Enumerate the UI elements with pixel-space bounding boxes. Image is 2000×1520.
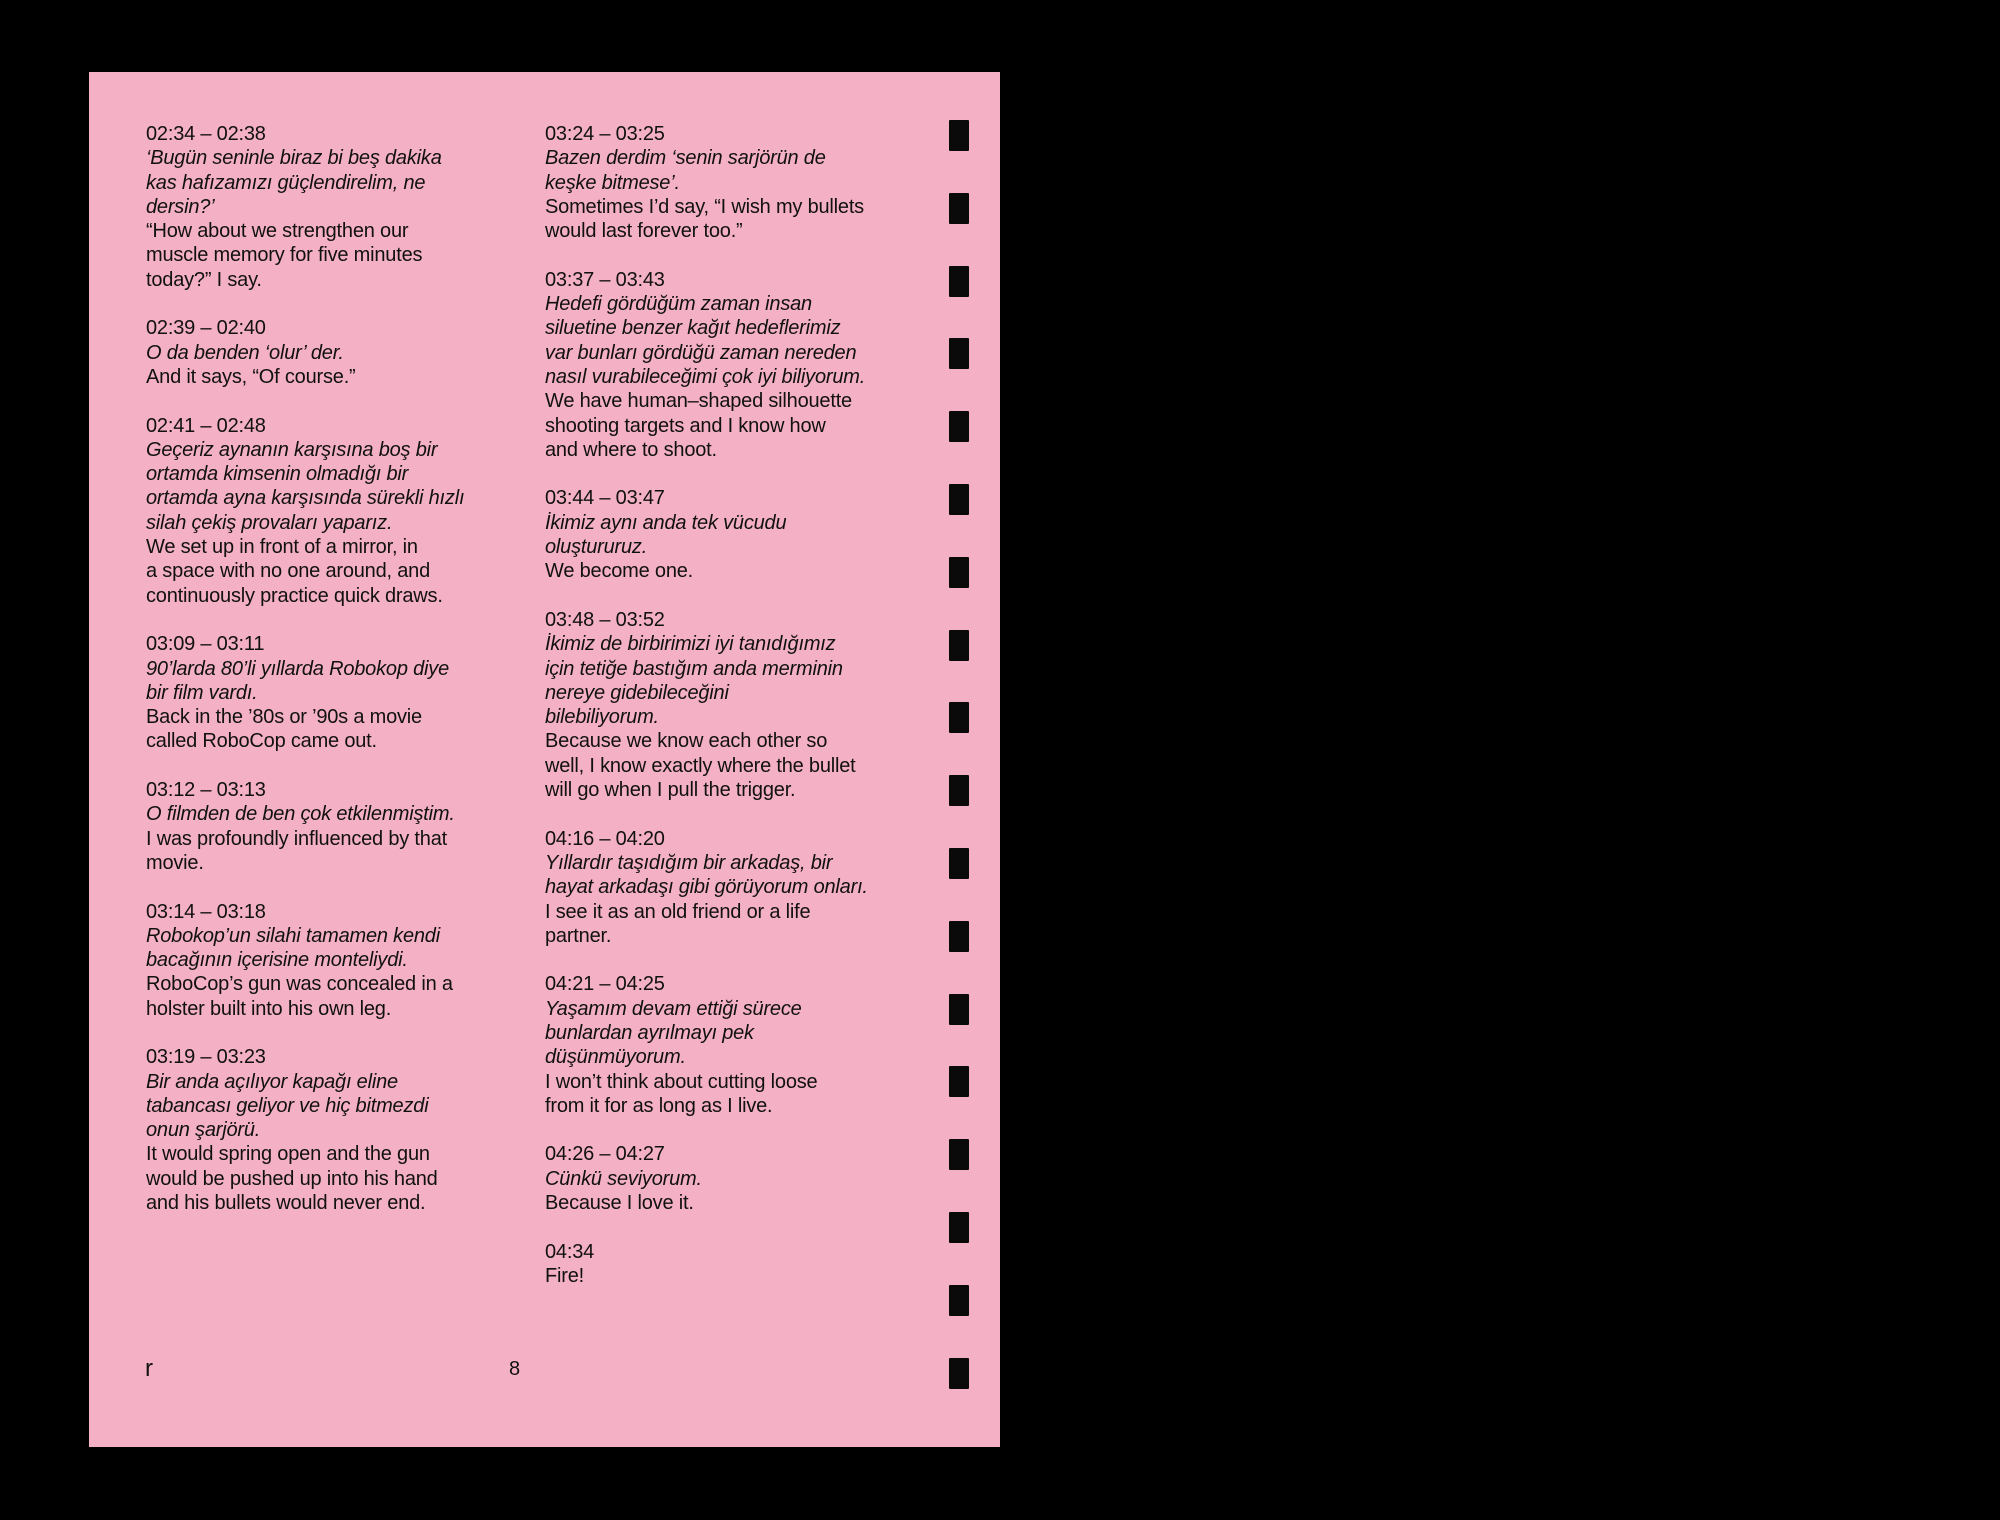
english-line: Sometimes I’d say, “I wish my bullets [545,195,864,218]
turkish-line: onun şarjörü. [146,1119,261,1142]
timecode: 03:12 – 03:13 [146,779,266,802]
timecode: 04:16 – 04:20 [545,827,665,850]
corner-mark: r [145,1355,153,1382]
english-line: RoboCop’s gun was concealed in a [146,973,453,996]
turkish-line: nereye gidebileceğini [545,681,729,704]
subtitle-entry [545,972,925,1118]
timecode: 02:41 – 02:48 [146,414,266,437]
english-line: and his bullets would never end. [146,1192,426,1215]
english-line: will go when I pull the trigger. [545,779,796,802]
subtitle-entry [545,122,925,243]
english-line: well, I know exactly where the bullet [545,754,856,777]
page-number: 8 [509,1358,521,1380]
timecode: 03:37 – 03:43 [545,268,665,291]
timecode: 03:09 – 03:11 [146,633,265,656]
timecode: 03:14 – 03:18 [146,900,266,923]
turkish-line: Hedefi gördüğüm zaman insan [545,293,812,316]
timecode: 03:44 – 03:47 [545,487,665,510]
turkish-line: Bazen derdim ‘senin sarjörün de [545,147,826,170]
perforation-hole [949,848,969,879]
turkish-line: Yaşamım devam ettiği sürece [545,997,802,1020]
english-line: muscle memory for five minutes [146,244,423,267]
timecode: 04:34 [545,1240,595,1263]
perforation-hole [949,411,969,442]
turkish-line: hayat arkadaşı gibi görüyorum onları. [545,876,868,899]
english-line: I won’t think about cutting loose [545,1070,818,1093]
turkish-line: kas hafızamızı güçlendirelim, ne [146,171,426,194]
perforation-hole [949,1139,969,1170]
subtitle-entry [146,900,526,1021]
left-subtitle-column [146,122,526,1240]
english-line: And it says, “Of course.” [146,365,356,388]
perforation-hole [949,630,969,661]
english-line: We become one. [545,560,694,583]
turkish-line: için tetiğe bastığım anda merminin [545,657,843,680]
turkish-line: silah çekiş provaları yaparız. [146,511,393,534]
turkish-line: Cünkü seviyorum. [545,1167,702,1190]
timecode: 03:19 – 03:23 [146,1046,266,1069]
film-perforations [949,120,971,1460]
english-line: called RoboCop came out. [146,730,377,753]
perforation-hole [949,266,969,297]
turkish-line: bir film vardı. [146,681,258,704]
english-line: today?” I say. [146,268,262,291]
right-subtitle-column [545,122,925,1313]
turkish-line: Geçeriz aynanın karşısına boş bir [146,438,438,461]
subtitle-entry [146,1045,526,1215]
timecode: 04:21 – 04:25 [545,973,665,996]
english-line: holster built into his own leg. [146,997,392,1020]
subtitle-entry [545,486,925,583]
subtitle-entry [146,316,526,389]
english-line: partner. [545,924,612,947]
english-line: “How about we strengthen our [146,220,409,243]
subtitle-entry [146,122,526,292]
turkish-line: düşünmüyorum. [545,1046,686,1069]
english-line: shooting targets and I know how [545,414,826,437]
turkish-line: tabancası geliyor ve hiç bitmezdi [146,1094,429,1117]
turkish-line: 90’larda 80’li yıllarda Robokop diye [146,657,449,680]
english-line: Back in the ’80s or ’90s a movie [146,706,422,729]
english-line: I was profoundly influenced by that [146,827,447,850]
subtitle-entry [146,632,526,753]
turkish-line: nasıl vurabileceğimi çok iyi biliyorum. [545,365,866,388]
perforation-hole [949,193,969,224]
perforation-hole [949,775,969,806]
turkish-line: ortamda kimsenin olmadığı bir [146,463,409,486]
perforation-hole [949,1285,969,1316]
turkish-line: O da benden ‘olur’ der. [146,341,344,364]
turkish-line: İkimiz aynı anda tek vücudu [545,511,787,534]
english-line: and where to shoot. [545,438,717,461]
subtitle-entry [146,778,526,875]
perforation-hole [949,1358,969,1389]
perforation-hole [949,338,969,369]
english-line: movie. [146,851,204,874]
subtitle-entry [545,1142,925,1215]
turkish-line: Bir anda açılıyor kapağı eline [146,1070,398,1093]
turkish-line: bunlardan ayrılmayı pek [545,1021,754,1044]
subtitle-entry [545,827,925,948]
perforation-hole [949,1066,969,1097]
english-line: Because I love it. [545,1192,694,1215]
english-line: We have human–shaped silhouette [545,390,852,413]
turkish-line: keşke bitmese’. [545,171,680,194]
turkish-line: ortamda ayna karşısında sürekli hızlı [146,487,465,510]
english-line: from it for as long as I live. [545,1094,773,1117]
perforation-hole [949,120,969,151]
subtitle-entry [545,1240,925,1289]
perforation-hole [949,484,969,515]
english-line: It would spring open and the gun [146,1143,430,1166]
subtitle-entry [146,414,526,608]
subtitle-entry [545,268,925,462]
pink-page [89,72,1000,1447]
turkish-line: siluetine benzer kağıt hedeflerimiz [545,317,841,340]
timecode: 03:24 – 03:25 [545,123,665,145]
perforation-hole [949,557,969,588]
turkish-line: İkimiz de birbirimizi iyi tanıdığımız [545,633,836,656]
english-line: a space with no one around, and [146,560,431,583]
english-line: would last forever too.” [545,220,743,243]
perforation-hole [949,1212,969,1243]
turkish-line: dersin?’ [146,195,215,218]
perforation-hole [949,994,969,1025]
turkish-line: ‘Bugün seninle biraz bi beş dakika [146,147,442,170]
turkish-line: var bunları gördüğü zaman nereden [545,341,857,364]
english-line: Fire! [545,1264,585,1287]
english-line: We set up in front of a mirror, in [146,536,418,559]
timecode: 03:48 – 03:52 [545,608,665,631]
timecode: 02:39 – 02:40 [146,317,266,340]
perforation-hole [949,702,969,733]
subtitle-entry [545,608,925,802]
turkish-line: bacağının içerisine monteliydi. [146,949,408,972]
perforation-hole [949,921,969,952]
turkish-line: O filmden de ben çok etkilenmiştim. [146,803,455,826]
timecode: 04:26 – 04:27 [545,1143,665,1166]
timecode: 02:34 – 02:38 [146,123,266,145]
turkish-line: Robokop’un silahi tamamen kendi [146,924,440,947]
english-line: would be pushed up into his hand [146,1167,438,1190]
english-line: Because we know each other so [545,730,828,753]
turkish-line: oluştururuz. [545,536,648,559]
english-line: continuously practice quick draws. [146,584,443,607]
english-line: I see it as an old friend or a life [545,900,811,923]
turkish-line: bilebiliyorum. [545,706,659,729]
turkish-line: Yıllardır taşıdığım bir arkadaş, bir [545,851,833,874]
